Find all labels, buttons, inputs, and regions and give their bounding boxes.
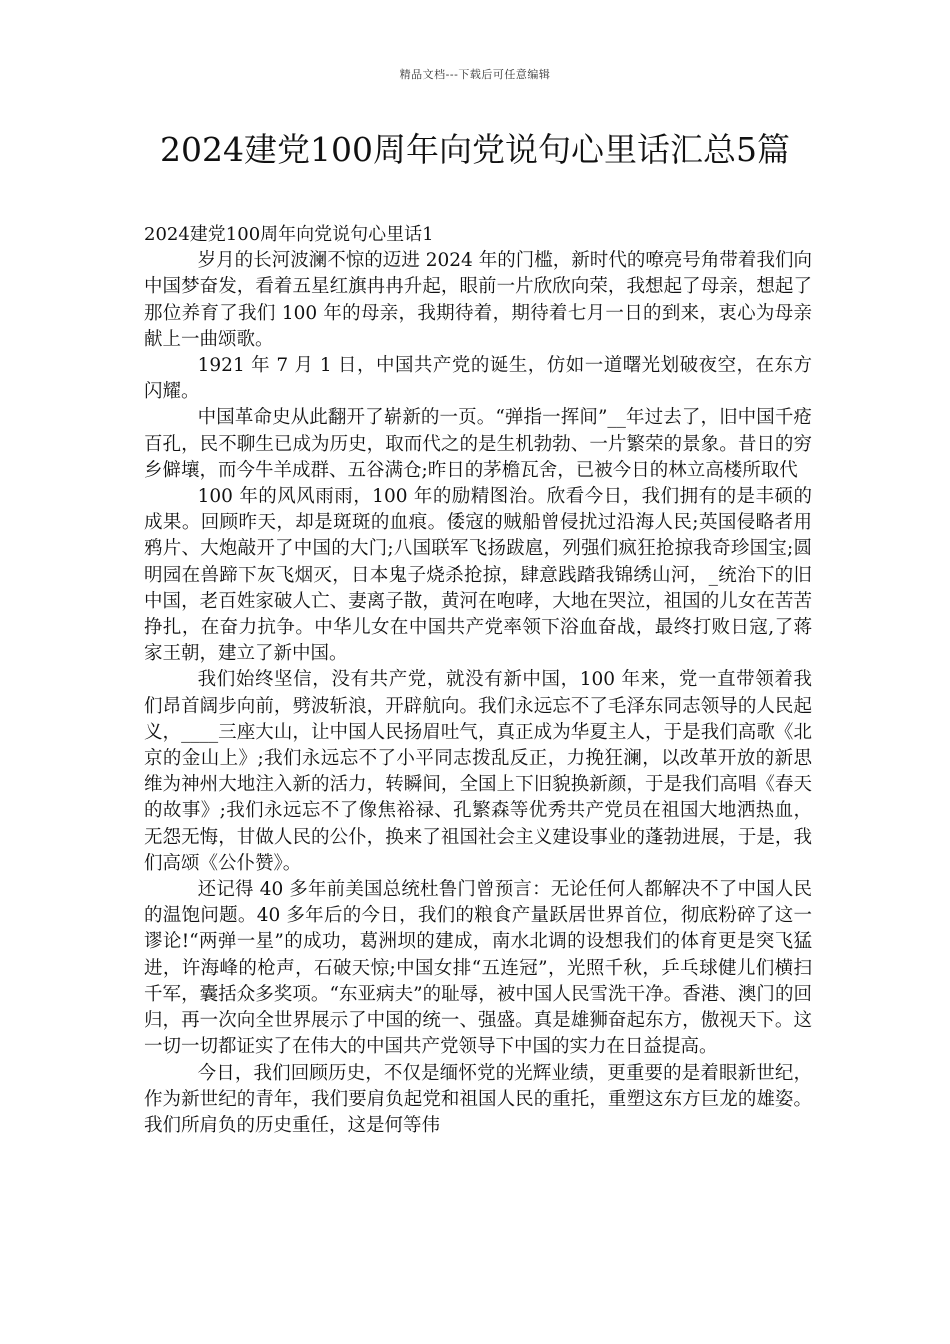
section-subtitle: 2024建党100周年向党说句心里话1	[144, 224, 434, 245]
page-header: 精品文档---下载后可任意编辑	[399, 68, 551, 81]
document-body	[144, 222, 812, 1139]
paragraph-6: 还记得 40 多年前美国总统杜鲁门曾预言：无论任何人都解决不了中国人民的温饱问题。40 多年后的今日，我们的粮食产量跃居世界首位，彻底粉碎了这一谬论!“两弹一星”的成功，葛洲坝的建成，南水北调的设想我们的体育更是突飞猛进，许海峰的枪声，石破天惊;中国女排“五连冠”，光照千秋，乒乓球健儿们横扫千军，囊括众多奖项。“东亚病夫”的耻辱，被中国人民雪洗干净。香港、澳门的回归，再一次向全世界展示了中国的统一、强盛。真是雄狮奋起东方，傲视天下。这一切一切都证实了在伟大的中国共产党领导下中国的实力在日益提高。	[144, 879, 812, 1058]
document-title: 2024建党100周年向党说句心里话汇总5篇	[160, 130, 790, 169]
paragraph-2: 1921 年 7 月 1 日，中国共产党的诞生，仿如一道曙光划破夜空，在东方闪耀。	[144, 355, 812, 403]
paragraph-3: 中国革命史从此翻开了崭新的一页。“弹指一挥间”__年过去了，旧中国千疮百孔，民不聊生已成为历史，取而代之的是生机勃勃、一片繁荣的景象。昔日的穷乡僻壤，而今牛羊成群、五谷满仓;昨日的茅檐瓦舍，已被今日的林立高楼所取代	[144, 407, 812, 481]
paragraph-1: 岁月的长河波澜不惊的迈进 2024 年的门槛，新时代的嘹亮号角带着我们向中国梦奋发，看着五星红旗冉冉升起，眼前一片欣欣向荣，我想起了母亲，想起了那位养育了我们 100 年的母亲，我期待着，期待着七月一日的到来，衷心为母亲献上一曲颂歌。	[144, 250, 812, 350]
paragraph-7: 今日，我们回顾历史，不仅是缅怀党的光辉业绩，更重要的是着眼新世纪，作为新世纪的青年，我们要肩负起党和祖国人民的重托，重塑这东方巨龙的雄姿。我们所肩负的历史重任，这是何等伟	[144, 1062, 812, 1136]
paragraph-4: 100 年的风风雨雨，100 年的励精图治。欣看今日，我们拥有的是丰硕的成果。回顾昨天，却是斑斑的血痕。倭寇的贼船曾侵扰过沿海人民;英国侵略者用鸦片、大炮敲开了中国的大门;八国联军飞扬跋扈，列强们疯狂抢掠我奇珍国宝;圆明园在兽蹄下灰飞烟灭，日本鬼子烧杀抢掠，肆意践踏我锦绣山河，_统治下的旧中国，老百姓家破人亡、妻离子散，黄河在咆哮，大地在哭泣，祖国的儿女在苦苦挣扎，在奋力抗争。中华儿女在中国共产党率领下浴血奋战，最终打败日寇,了蒋家王朝，建立了新中国。	[144, 486, 812, 665]
paragraph-5: 我们始终坚信，没有共产党，就没有新中国，100 年来，党一直带领着我们昂首阔步向前，劈波斩浪，开辟航向。我们永远忘不了毛泽东同志领导的人民起义，____三座大山，让中国人民扬眉吐气，真正成为华夏主人，于是我们高歌《北京的金山上》;我们永远忘不了小平同志拨乱反正，力挽狂澜，以改革开放的新思维为神州大地注入新的活力，转瞬间，全国上下旧貌换新颜，于是我们高唱《春天的故事》;我们永远忘不了像焦裕禄、孔繁森等优秀共产党员在祖国大地洒热血，无怨无悔，甘做人民的公仆，换来了祖国社会主义建设事业的蓬勃进展，于是，我们高颂《公仆赞》。	[144, 669, 812, 874]
